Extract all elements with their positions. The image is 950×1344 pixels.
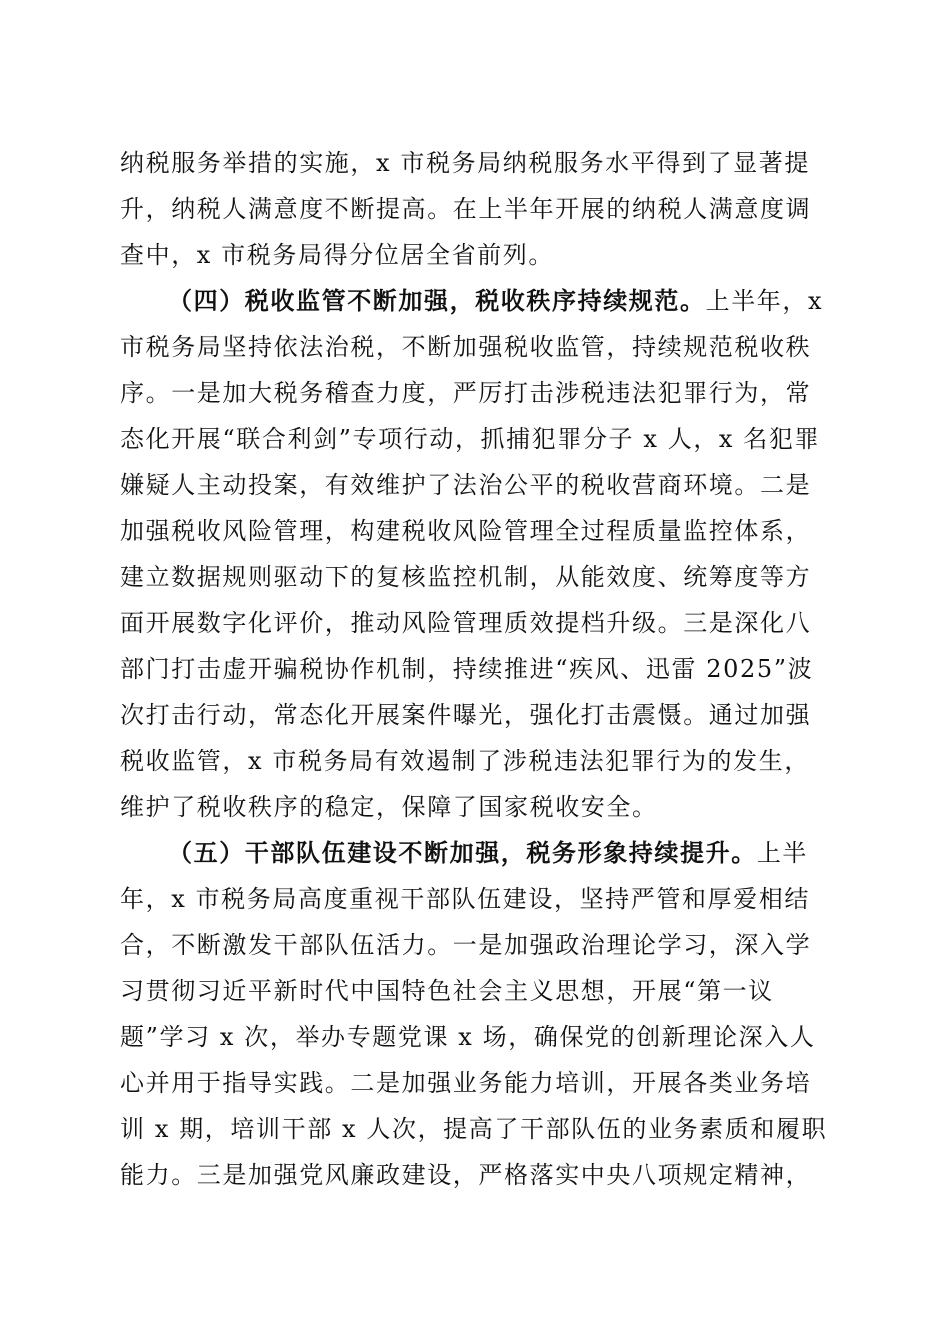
section-5-first-line-rest: 上半 (756, 839, 809, 867)
text-line: 嫌疑人主动投案，有效维护了法治公平的税收营商环境。二是 (120, 471, 812, 499)
text-line: 维护了税收秩序的稳定，保障了国家税收安全。 (120, 793, 658, 821)
section-5-first-line (120, 830, 832, 876)
section-4-first-line-rest: 上半年，x (705, 287, 824, 315)
text-line: 税收监管，x 市税务局有效遏制了涉税违法犯罪行为的发生， (120, 747, 810, 775)
text-line: 次打击行动，常态化开展案件曝光，强化打击震慑。通过加强 (120, 701, 812, 729)
section-4-first-line (120, 278, 832, 324)
text-line: 加强税收风险管理，构建税收风险管理全过程质量监控体系， (120, 517, 812, 545)
text-line: 题”学习 x 次，举办专题党课 x 场，确保党的创新理论深入人 (120, 1023, 816, 1051)
text-line: 市税务局坚持依法治税，不断加强税收监管，持续规范税收秩 (120, 333, 812, 361)
text-line: 纳税服务举措的实施，x 市税务局纳税服务水平得到了显著提 (120, 149, 810, 177)
body-text (120, 140, 832, 1198)
text-line: 能力。三是加强党风廉政建设，严格落实中央八项规定精神， (120, 1161, 812, 1189)
text-line: 训 x 期，培训干部 x 人次，提高了干部队伍的业务素质和履职 (120, 1115, 828, 1143)
text-line: 面开展数字化评价，推动风险管理质效提档升级。三是深化八 (120, 609, 812, 637)
text-line: 升，纳税人满意度不断提高。在上半年开展的纳税人满意度调 (120, 195, 812, 223)
text-line: 心并用于指导实践。二是加强业务能力培训，开展各类业务培 (120, 1069, 812, 1097)
paragraph-prev (120, 140, 832, 278)
paragraph-section-5 (120, 830, 832, 1198)
text-line: 合，不断激发干部队伍活力。一是加强政治理论学习，深入学 (120, 931, 812, 959)
section-4-heading: （四）税收监管不断加强，税收秩序持续规范。 (168, 286, 706, 315)
text-line: 年，x 市税务局高度重视干部队伍建设，坚持严管和厚爱相结 (120, 885, 810, 913)
text-line: 态化开展“联合利剑”专项行动，抓捕犯罪分子 x 人，x 名犯罪 (120, 425, 821, 453)
text-line: 查中，x 市税务局得分位居全省前列。 (120, 241, 554, 269)
text-line: 部门打击虚开骗税协作机制，持续推进“疾风、迅雷 2025”波 (120, 655, 814, 683)
paragraph-section-4 (120, 278, 832, 830)
text-line: 习贯彻习近平新时代中国特色社会主义思想，开展“第一议 (120, 977, 774, 1005)
text-line: 建立数据规则驱动下的复核监控机制，从能效度、统筹度等方 (120, 563, 812, 591)
section-5-heading: （五）干部队伍建设不断加强，税务形象持续提升。 (168, 838, 757, 867)
text-line: 序。一是加大税务稽查力度，严厉打击涉税违法犯罪行为，常 (120, 379, 812, 407)
